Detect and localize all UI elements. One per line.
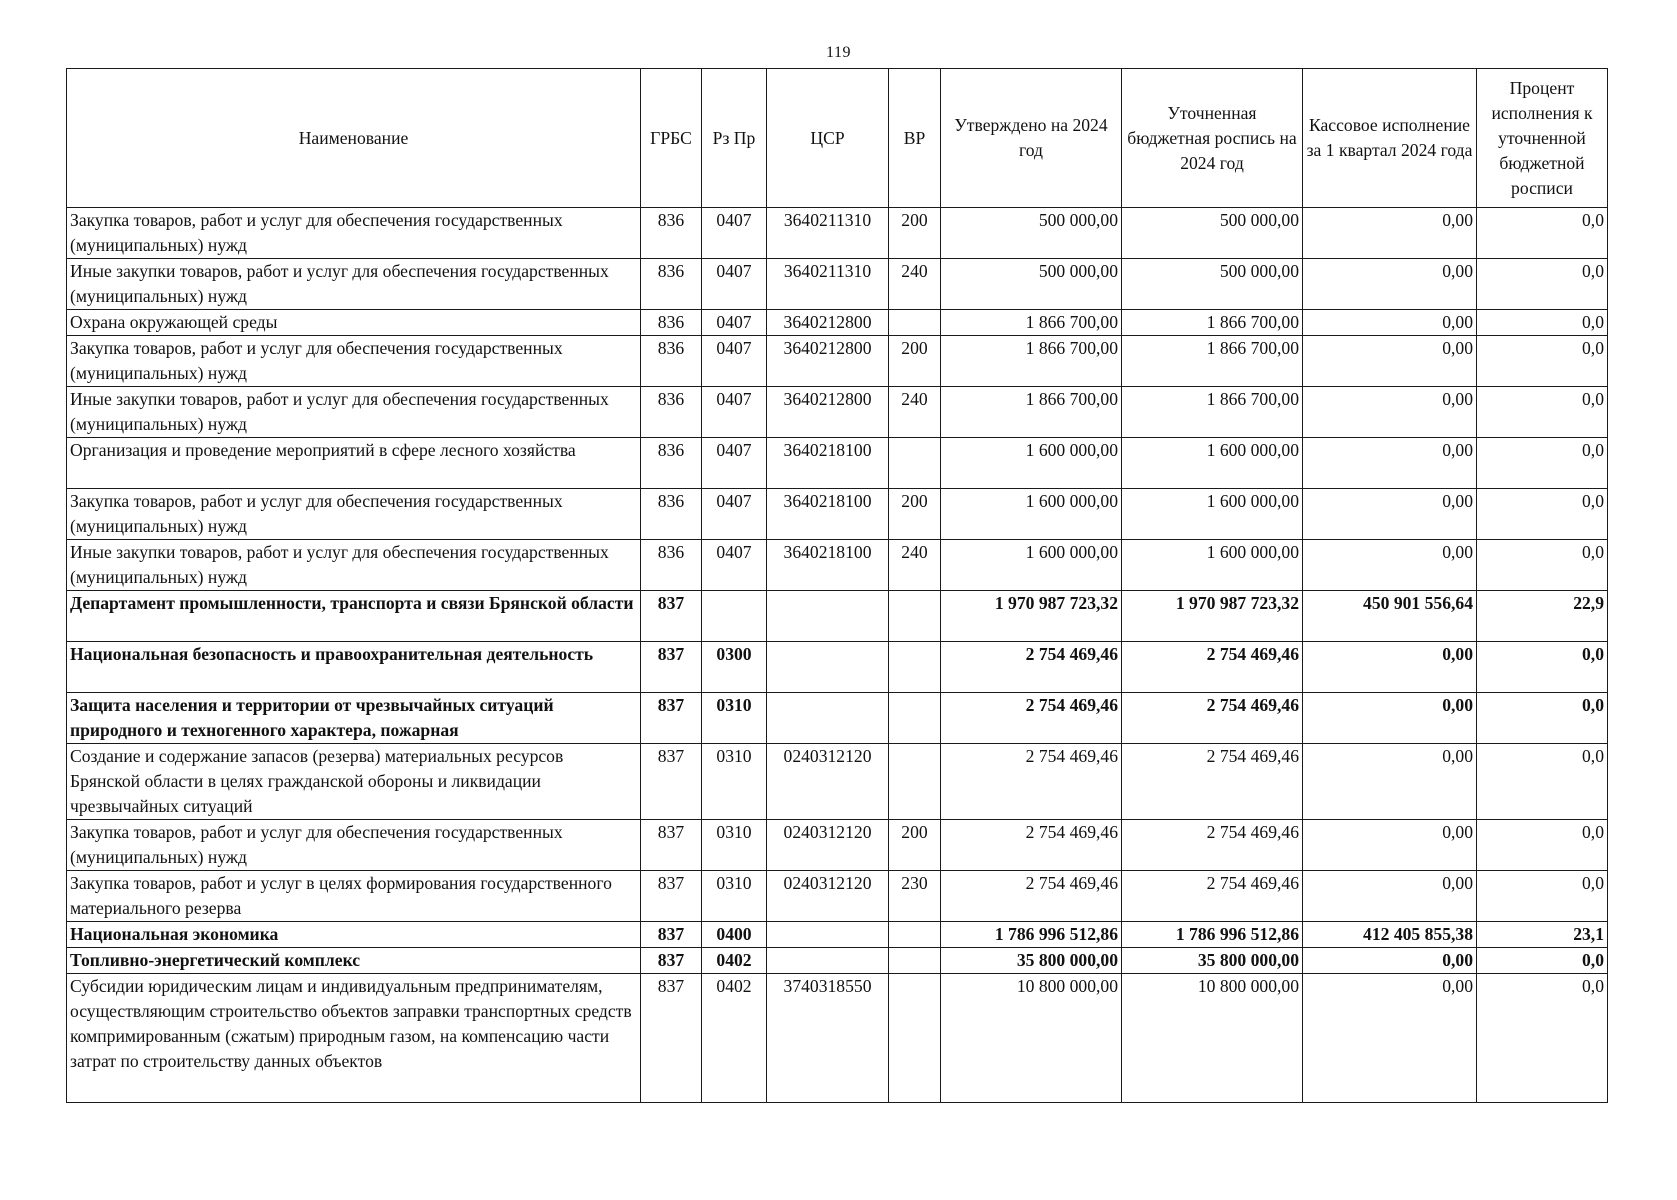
cell-approved: 35 800 000,00 [941,948,1122,974]
cell-approved: 2 754 469,46 [941,642,1122,693]
cell-csr: 3640212800 [767,310,889,336]
cell-csr [767,642,889,693]
cell-grbs: 836 [641,540,702,591]
table-row [67,974,1608,1103]
cell-percent: 0,0 [1477,336,1608,387]
table-row [67,489,1608,540]
cell-vr: 240 [889,387,941,438]
cell-vr: 200 [889,208,941,259]
cell-grbs: 836 [641,387,702,438]
cell-percent: 0,0 [1477,871,1608,922]
table-row [67,948,1608,974]
col-header-vr: ВР [889,69,941,208]
col-header-rzpr: Рз Пр [702,69,767,208]
cell-refined: 2 754 469,46 [1122,693,1303,744]
cell-percent: 0,0 [1477,820,1608,871]
cell-csr: 0240312120 [767,820,889,871]
table-row [67,208,1608,259]
table-row [67,310,1608,336]
cell-csr [767,591,889,642]
cell-csr: 3640212800 [767,336,889,387]
cell-name: Охрана окружающей среды [67,310,641,336]
cell-cash: 0,00 [1303,336,1477,387]
cell-rzpr: 0407 [702,310,767,336]
cell-cash: 0,00 [1303,744,1477,820]
cell-rzpr: 0300 [702,642,767,693]
cell-percent: 0,0 [1477,208,1608,259]
cell-grbs: 837 [641,693,702,744]
cell-percent: 23,1 [1477,922,1608,948]
cell-percent: 0,0 [1477,387,1608,438]
cell-grbs: 837 [641,948,702,974]
table-header-row [67,69,1608,208]
cell-name: Организация и проведение мероприятий в сфере лесного хозяйства [67,438,641,489]
cell-refined: 1 866 700,00 [1122,336,1303,387]
cell-percent: 0,0 [1477,948,1608,974]
cell-rzpr: 0402 [702,974,767,1103]
cell-refined: 1 600 000,00 [1122,540,1303,591]
col-header-grbs: ГРБС [641,69,702,208]
col-header-name: Наименование [67,69,641,208]
cell-approved: 2 754 469,46 [941,871,1122,922]
table-row [67,642,1608,693]
cell-approved: 10 800 000,00 [941,974,1122,1103]
cell-percent: 0,0 [1477,974,1608,1103]
cell-vr [889,974,941,1103]
cell-approved: 500 000,00 [941,259,1122,310]
cell-name: Топливно-энергетический комплекс [67,948,641,974]
cell-csr: 3640212800 [767,387,889,438]
cell-refined: 1 970 987 723,32 [1122,591,1303,642]
cell-cash: 450 901 556,64 [1303,591,1477,642]
cell-rzpr: 0310 [702,693,767,744]
cell-csr [767,922,889,948]
cell-refined: 10 800 000,00 [1122,974,1303,1103]
cell-name: Иные закупки товаров, работ и услуг для обеспечения государственных (муниципальных) нужд [67,540,641,591]
cell-name: Департамент промышленности, транспорта и связи Брянской области [67,591,641,642]
col-header-percent: Процент исполнения к уточненной бюджетной росписи [1477,69,1608,208]
cell-approved: 500 000,00 [941,208,1122,259]
cell-percent: 22,9 [1477,591,1608,642]
cell-grbs: 836 [641,438,702,489]
cell-cash: 0,00 [1303,693,1477,744]
cell-rzpr: 0407 [702,438,767,489]
cell-cash: 0,00 [1303,208,1477,259]
cell-name: Национальная экономика [67,922,641,948]
cell-refined: 500 000,00 [1122,259,1303,310]
cell-refined: 2 754 469,46 [1122,871,1303,922]
cell-approved: 1 866 700,00 [941,336,1122,387]
cell-rzpr: 0407 [702,208,767,259]
cell-csr: 0240312120 [767,871,889,922]
cell-csr: 3640211310 [767,259,889,310]
cell-grbs: 836 [641,259,702,310]
cell-cash: 0,00 [1303,871,1477,922]
cell-cash: 0,00 [1303,820,1477,871]
cell-cash: 0,00 [1303,310,1477,336]
cell-approved: 2 754 469,46 [941,744,1122,820]
cell-percent: 0,0 [1477,259,1608,310]
cell-name: Национальная безопасность и правоохранительная деятельность [67,642,641,693]
cell-grbs: 837 [641,820,702,871]
cell-approved: 2 754 469,46 [941,693,1122,744]
cell-approved: 1 600 000,00 [941,438,1122,489]
table-row [67,259,1608,310]
cell-refined: 2 754 469,46 [1122,744,1303,820]
cell-cash: 0,00 [1303,642,1477,693]
cell-approved: 1 786 996 512,86 [941,922,1122,948]
cell-percent: 0,0 [1477,540,1608,591]
cell-percent: 0,0 [1477,489,1608,540]
table-row [67,744,1608,820]
cell-rzpr: 0407 [702,540,767,591]
cell-cash: 0,00 [1303,438,1477,489]
cell-vr: 240 [889,540,941,591]
cell-grbs: 836 [641,489,702,540]
col-header-refined: Уточненная бюджетная роспись на 2024 год [1122,69,1303,208]
cell-vr [889,642,941,693]
cell-cash: 0,00 [1303,387,1477,438]
cell-csr [767,693,889,744]
table-row [67,922,1608,948]
cell-grbs: 836 [641,310,702,336]
cell-csr: 3640218100 [767,438,889,489]
table-row [67,820,1608,871]
cell-grbs: 837 [641,744,702,820]
cell-percent: 0,0 [1477,744,1608,820]
cell-vr: 240 [889,259,941,310]
cell-name: Закупка товаров, работ и услуг для обеспечения государственных (муниципальных) нужд [67,336,641,387]
cell-csr: 3640218100 [767,540,889,591]
cell-name: Защита населения и территории от чрезвычайных ситуаций природного и техногенного характера, пожарная [67,693,641,744]
cell-approved: 1 866 700,00 [941,310,1122,336]
cell-refined: 1 600 000,00 [1122,438,1303,489]
cell-approved: 1 866 700,00 [941,387,1122,438]
col-header-csr: ЦСР [767,69,889,208]
cell-grbs: 836 [641,208,702,259]
table-row [67,591,1608,642]
table-row [67,438,1608,489]
cell-grbs: 837 [641,871,702,922]
cell-name: Закупка товаров, работ и услуг для обеспечения государственных (муниципальных) нужд [67,208,641,259]
page-number: 119 [826,44,851,61]
cell-grbs: 837 [641,591,702,642]
table-row [67,871,1608,922]
cell-refined: 35 800 000,00 [1122,948,1303,974]
cell-vr: 200 [889,336,941,387]
cell-rzpr: 0310 [702,820,767,871]
cell-vr: 230 [889,871,941,922]
cell-rzpr [702,591,767,642]
cell-rzpr: 0407 [702,336,767,387]
cell-percent: 0,0 [1477,438,1608,489]
col-header-cash: Кассовое исполнение за 1 квартал 2024 года [1303,69,1477,208]
cell-csr: 3740318550 [767,974,889,1103]
cell-percent: 0,0 [1477,310,1608,336]
table-row [67,387,1608,438]
cell-approved: 2 754 469,46 [941,820,1122,871]
cell-cash: 0,00 [1303,259,1477,310]
cell-name: Закупка товаров, работ и услуг для обеспечения государственных (муниципальных) нужд [67,820,641,871]
cell-rzpr: 0310 [702,744,767,820]
col-header-approved: Утверждено на 2024 год [941,69,1122,208]
cell-cash: 0,00 [1303,948,1477,974]
cell-grbs: 837 [641,974,702,1103]
cell-refined: 1 866 700,00 [1122,310,1303,336]
cell-approved: 1 600 000,00 [941,489,1122,540]
cell-vr [889,744,941,820]
cell-refined: 1 786 996 512,86 [1122,922,1303,948]
cell-grbs: 837 [641,922,702,948]
cell-refined: 2 754 469,46 [1122,820,1303,871]
cell-name: Иные закупки товаров, работ и услуг для обеспечения государственных (муниципальных) нужд [67,387,641,438]
cell-name: Закупка товаров, работ и услуг для обеспечения государственных (муниципальных) нужд [67,489,641,540]
cell-vr [889,310,941,336]
table-row [67,336,1608,387]
cell-csr: 0240312120 [767,744,889,820]
cell-name: Иные закупки товаров, работ и услуг для обеспечения государственных (муниципальных) нужд [67,259,641,310]
cell-vr [889,922,941,948]
cell-cash: 0,00 [1303,540,1477,591]
cell-rzpr: 0407 [702,489,767,540]
cell-refined: 1 600 000,00 [1122,489,1303,540]
cell-grbs: 836 [641,336,702,387]
cell-percent: 0,0 [1477,642,1608,693]
cell-percent: 0,0 [1477,693,1608,744]
cell-approved: 1 970 987 723,32 [941,591,1122,642]
cell-rzpr: 0400 [702,922,767,948]
cell-csr [767,948,889,974]
cell-rzpr: 0407 [702,387,767,438]
cell-refined: 2 754 469,46 [1122,642,1303,693]
cell-csr: 3640218100 [767,489,889,540]
cell-vr [889,693,941,744]
cell-refined: 1 866 700,00 [1122,387,1303,438]
cell-approved: 1 600 000,00 [941,540,1122,591]
cell-vr [889,438,941,489]
cell-rzpr: 0402 [702,948,767,974]
cell-name: Субсидии юридическим лицам и индивидуальным предпринимателям, осуществляющим строительство объектов заправки транспортных средств компримированным (сжатым) природным газом, на компенсацию части затрат по строительству данных объектов [67,974,641,1103]
cell-grbs: 837 [641,642,702,693]
cell-cash: 0,00 [1303,974,1477,1103]
cell-refined: 500 000,00 [1122,208,1303,259]
budget-table [66,68,1608,1103]
cell-vr [889,591,941,642]
cell-rzpr: 0407 [702,259,767,310]
cell-csr: 3640211310 [767,208,889,259]
cell-vr: 200 [889,820,941,871]
cell-name: Создание и содержание запасов (резерва) материальных ресурсов Брянской области в целях гражданской обороны и ликвидации чрезвычайных ситуаций [67,744,641,820]
cell-vr: 200 [889,489,941,540]
table-row [67,540,1608,591]
cell-rzpr: 0310 [702,871,767,922]
table-row [67,693,1608,744]
cell-cash: 0,00 [1303,489,1477,540]
cell-cash: 412 405 855,38 [1303,922,1477,948]
cell-vr [889,948,941,974]
cell-name: Закупка товаров, работ и услуг в целях формирования государственного материального резерва [67,871,641,922]
